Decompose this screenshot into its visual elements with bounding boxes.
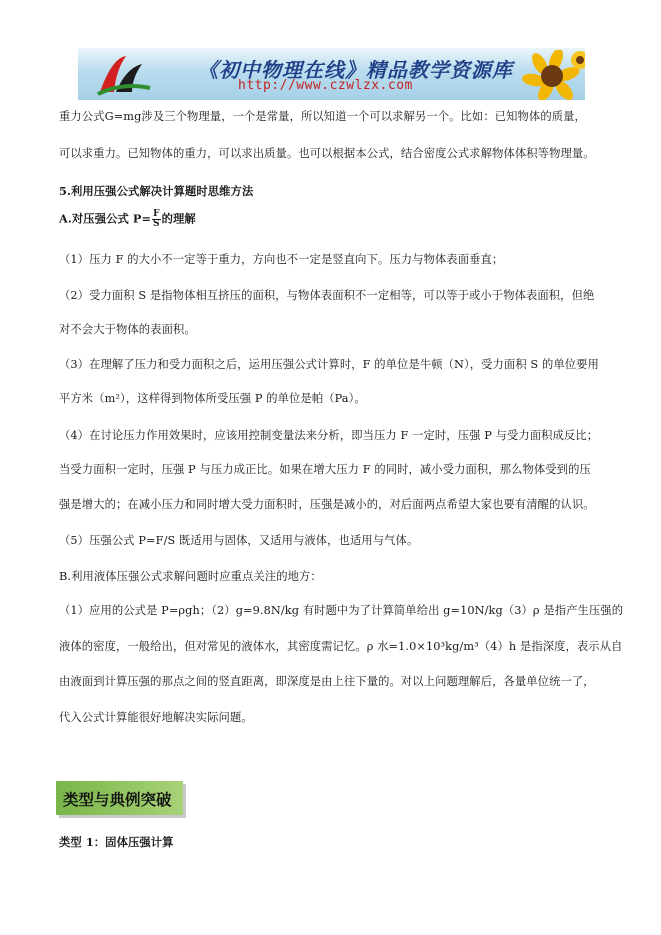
heading-b: B.利用液体压强公式求解问题时应重点关注的地方： xyxy=(59,570,322,583)
list-item: （4）在讨论压力作用效果时，应该用控制变量法来分析，即当压力 F 一定时，压强 P 与受力面积成反比； xyxy=(59,429,599,442)
list-item: （3）在理解了压力和受力面积之后，运用压强公式计算时，F 的单位是牛顿（N），受力面积 S 的单位要用 xyxy=(59,358,599,371)
list-item-continued: 平方米（m²），这样得到物体所受压强 P 的单位是帕（Pa）。 xyxy=(59,392,366,405)
header-banner xyxy=(78,48,585,100)
heading-a-prefix: A.对压强公式 P= xyxy=(59,211,152,226)
heading-a xyxy=(59,210,196,229)
list-item: （2）受力面积 S 是指物体相互挤压的面积，与物体表面积不一定相等，可以等于或小于物体表面积，但绝 xyxy=(59,289,595,302)
banner-url[interactable]: http://www.czwlzx.com xyxy=(238,78,413,93)
list-item-continued: 对不会大于物体的表面积。 xyxy=(59,323,196,336)
type1-heading: 类型 1：固体压强计算 xyxy=(59,835,174,849)
list-item-continued: 由液面到计算压强的那点之间的竖直距离，即深度是由上往下量的。对以上问题理解后，各量单位统一了， xyxy=(59,675,595,688)
list-item-continued: 液体的密度，一般给出，但对常见的液体水，其密度需记忆。ρ 水=1.0×10³kg/m³（4）h 是指深度，表示从自 xyxy=(59,640,623,653)
paragraph-line: 可以求重力。已知物体的重力，可以求出质量。也可以根据本公式，结合密度公式求解物体体积等物理量。 xyxy=(59,147,595,160)
sunflower-icon xyxy=(516,50,585,100)
list-item-continued: 代入公式计算能很好地解决实际问题。 xyxy=(59,711,253,724)
logo-icon xyxy=(92,52,154,98)
fraction-denominator: S xyxy=(153,219,160,229)
paragraph-line: 重力公式G=mg涉及三个物理量，一个是常量，所以知道一个可以求解另一个。比如：已知物体的质量， xyxy=(59,110,586,123)
list-item: （1）应用的公式是 P=ρgh；（2）g=9.8N/kg 有时题中为了计算简单给出 g=10N/kg（3）ρ 是指产生压强的 xyxy=(59,604,624,617)
heading-5: 5.利用压强公式解决计算题时思维方法 xyxy=(59,184,254,198)
formula-fraction xyxy=(152,210,161,229)
list-item: （1）压力 F 的大小不一定等于重力，方向也不一定是竖直向下。压力与物体表面垂直； xyxy=(59,253,504,266)
section-tab xyxy=(56,781,183,815)
section-tab-label: 类型与典例突破 xyxy=(63,790,172,809)
fraction-numerator: F xyxy=(153,209,160,219)
banner-title: 《初中物理在线》精品教学资源库 xyxy=(198,58,513,82)
list-item: （5）压强公式 P=F/S 既适用与固体，又适用与液体，也适用与气体。 xyxy=(59,534,419,547)
list-item-continued: 强是增大的；在减小压力和同时增大受力面积时，压强是减小的，对后面两点希望大家也要有清醒的认识。 xyxy=(59,498,595,511)
list-item-continued: 当受力面积一定时，压强 P 与压力成正比。如果在增大压力 F 的同时，减小受力面积，那么物体受到的压 xyxy=(59,463,591,476)
heading-a-suffix: 的理解 xyxy=(161,211,196,226)
